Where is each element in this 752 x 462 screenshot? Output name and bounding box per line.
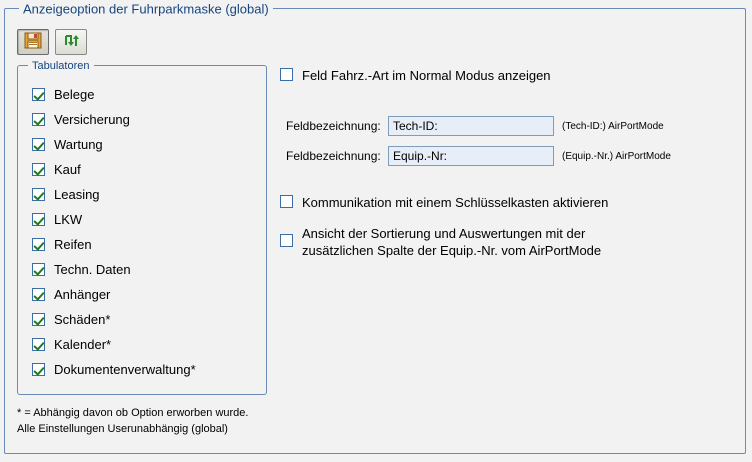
option-row-show-fahrzart[interactable] (280, 67, 730, 84)
checkbox-lkw[interactable] (32, 213, 45, 226)
refresh-icon (62, 33, 80, 52)
checkbox-row-lkw[interactable] (32, 207, 260, 232)
checkbox-show-fahrzart[interactable] (280, 68, 293, 81)
field-hint-equip-nr: (Equip.-Nr.) AirPortMode (562, 150, 671, 162)
checkbox-leasing[interactable] (32, 188, 45, 201)
checkbox-label-sorting-line-1: Ansicht der Sortierung und Auswertungen mit der (302, 226, 586, 241)
checkbox-keybox[interactable] (280, 195, 293, 208)
spacer (280, 176, 730, 194)
field-row-tech-id (280, 116, 730, 136)
checkbox-row-reifen[interactable] (32, 232, 260, 257)
checkbox-schaeden[interactable] (32, 313, 45, 326)
tabulators-group (17, 60, 267, 395)
checkbox-label-anhaenger: Anhänger (54, 287, 111, 302)
checkbox-label-leasing: Leasing (54, 187, 100, 202)
save-icon (24, 32, 42, 52)
checkbox-row-leasing[interactable] (32, 182, 260, 207)
field-input-equip-nr[interactable] (388, 146, 554, 166)
checkbox-techn-daten[interactable] (32, 263, 45, 276)
checkbox-versicherung[interactable] (32, 113, 45, 126)
checkbox-belege[interactable] (32, 88, 45, 101)
checkbox-row-kalender[interactable] (32, 332, 260, 357)
main-group-box (4, 1, 746, 454)
field-row-equip-nr (280, 146, 730, 166)
checkbox-kalender[interactable] (32, 338, 45, 351)
checkbox-row-versicherung[interactable] (32, 107, 260, 132)
option-row-sorting[interactable] (280, 225, 730, 259)
checkbox-kauf[interactable] (32, 163, 45, 176)
refresh-button[interactable] (55, 29, 87, 55)
checkbox-label-reifen: Reifen (54, 237, 92, 252)
toolbar (17, 29, 87, 55)
checkbox-sorting[interactable] (280, 234, 293, 247)
checkbox-row-anhaenger[interactable] (32, 282, 260, 307)
field-label-tech-id: Feldbezeichnung: (286, 119, 381, 133)
field-label-equip-nr: Feldbezeichnung: (286, 149, 381, 163)
spacer (280, 98, 730, 116)
checkbox-label-show-fahrzart: Feld Fahrz.-Art im Normal Modus anzeigen (302, 68, 551, 83)
checkbox-label-sorting-line-2: zusätzlichen Spalte der Equip.-Nr. vom AirPortMode (302, 243, 602, 258)
footnote-line-1: * = Abhängig davon ob Option erworben wurde. (17, 407, 249, 419)
checkbox-label-dokumentenverwaltung: Dokumentenverwaltung* (54, 362, 196, 377)
footnote-line-2: Alle Einstellungen Userunabhängig (global) (17, 423, 228, 435)
checkbox-row-kauf[interactable] (32, 157, 260, 182)
checkbox-row-belege[interactable] (32, 82, 260, 107)
checkbox-row-dokumentenverwaltung[interactable] (32, 357, 260, 382)
checkbox-label-keybox: Kommunikation mit einem Schlüsselkasten aktivieren (302, 195, 609, 210)
field-hint-tech-id: (Tech-ID:) AirPortMode (562, 120, 664, 132)
field-input-tech-id[interactable] (388, 116, 554, 136)
checkbox-label-schaeden: Schäden* (54, 312, 111, 327)
checkbox-row-techn-daten[interactable] (32, 257, 260, 282)
option-row-keybox[interactable] (280, 194, 730, 211)
checkbox-label-sorting (302, 225, 601, 259)
save-button[interactable] (17, 29, 49, 55)
checkbox-anhaenger[interactable] (32, 288, 45, 301)
checkbox-row-wartung[interactable] (32, 132, 260, 157)
checkbox-label-versicherung: Versicherung (54, 112, 130, 127)
checkbox-wartung[interactable] (32, 138, 45, 151)
options-panel (280, 67, 730, 273)
checkbox-label-kauf: Kauf (54, 162, 81, 177)
footnote (17, 405, 248, 437)
checkbox-label-lkw: LKW (54, 212, 83, 227)
checkbox-label-wartung: Wartung (54, 137, 103, 152)
checkbox-row-schaeden[interactable] (32, 307, 260, 332)
checkbox-label-belege: Belege (54, 87, 95, 102)
tabulators-legend: Tabulatoren (28, 60, 94, 72)
group-box-title: Anzeigeoption der Fuhrparkmaske (global) (19, 2, 273, 17)
checkbox-dokumentenverwaltung[interactable] (32, 363, 45, 376)
checkbox-label-kalender: Kalender* (54, 337, 112, 352)
checkbox-label-techn-daten: Techn. Daten (54, 262, 131, 277)
checkbox-reifen[interactable] (32, 238, 45, 251)
tabulators-list (32, 82, 260, 382)
